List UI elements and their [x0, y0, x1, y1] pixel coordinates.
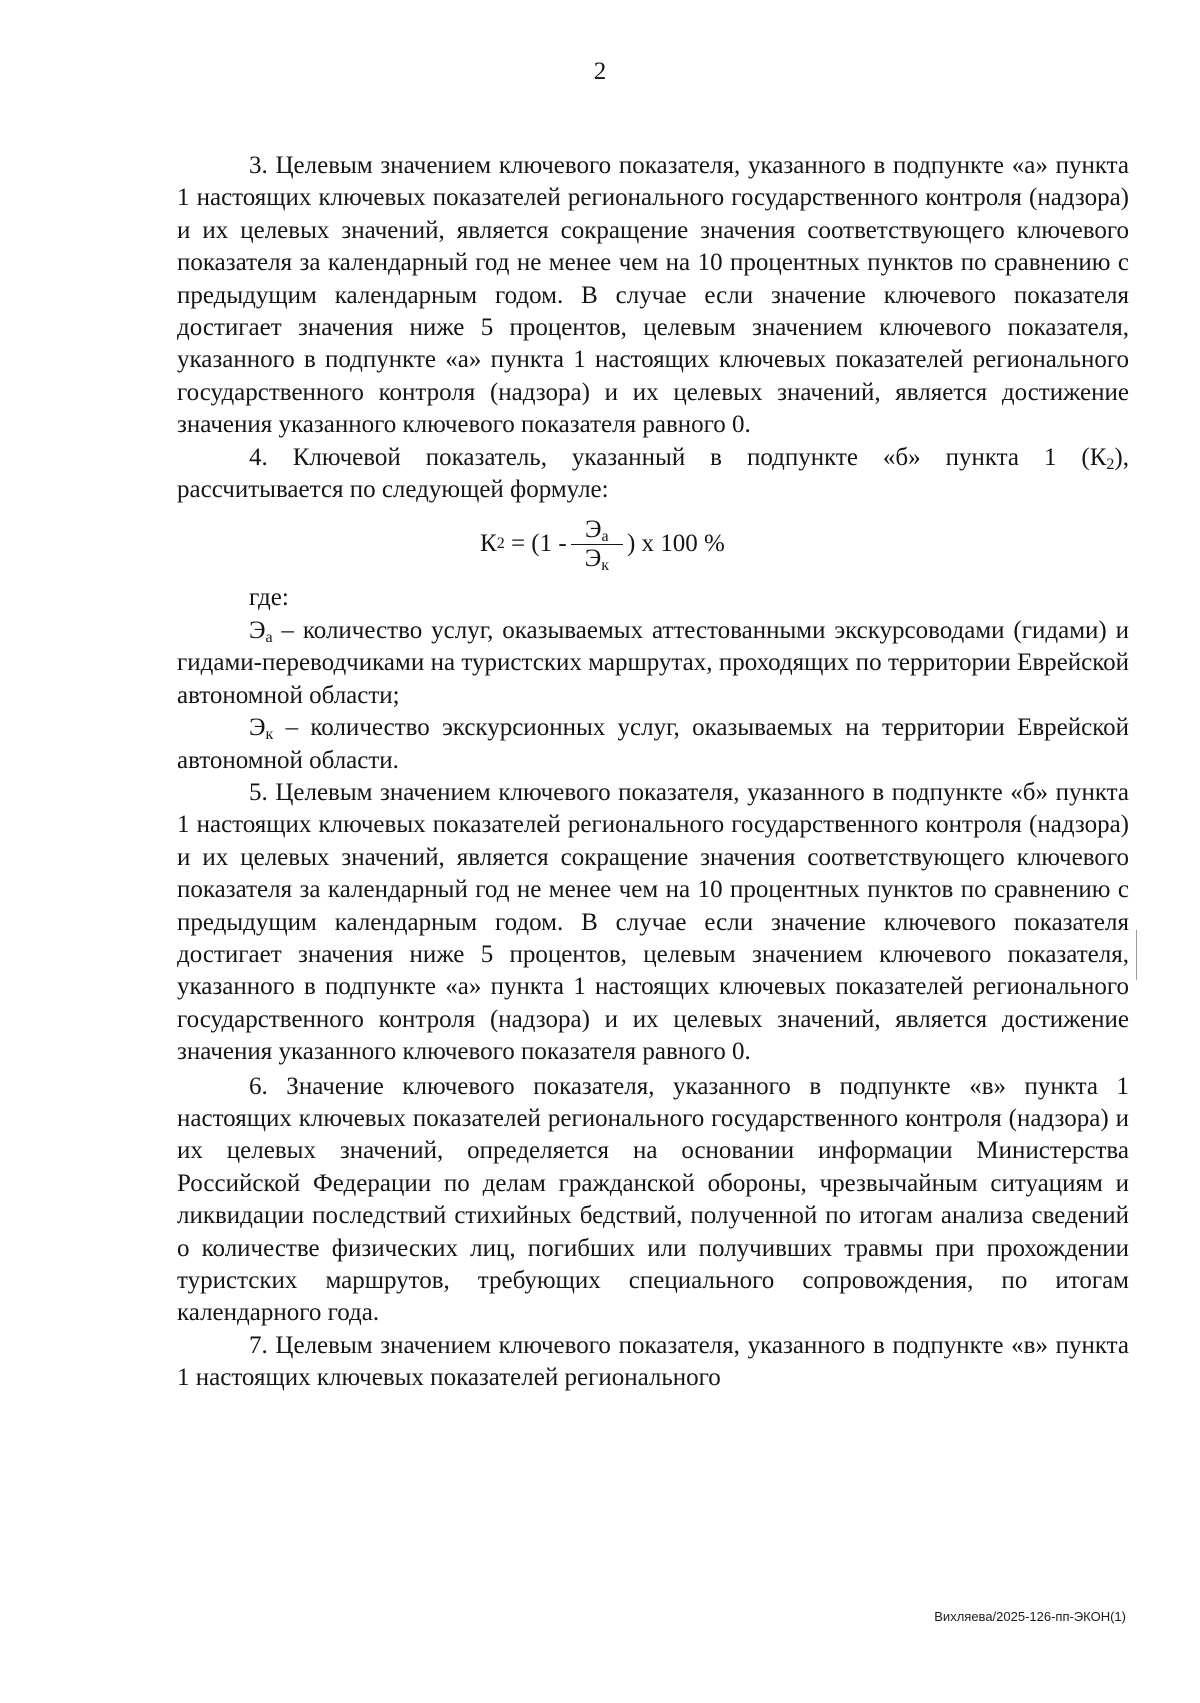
- formula-fraction: [571, 516, 623, 573]
- ek-symbol: Э: [249, 714, 266, 742]
- page-number: 2: [593, 58, 607, 85]
- where-label: где:: [249, 584, 289, 612]
- paragraph-5: 5. Целевым значением ключевого показателя, указанного в подпункте «б» пункта 1 настоящих ключевых показателей регионального государственного контроля (надзора) и их целевых значений, является сокращение значения соответствующего ключевого показателя за календарный год не менее чем на 10 процентных пунктов по сравнению с предыдущим календарным годом. В случае если значение ключевого показателя достигает значения ниже 5 процентов, целевым значением ключевого показателя, указанного в подпункте «а» пункта 1 настоящих ключевых показателей регионального государственного контроля (надзора) и их целевых значений, является достижение значения указанного ключевого показателя равного 0.: [177, 778, 1129, 1066]
- document-footer-code: Вихляева/2025-126-пп-ЭКОН(1): [934, 1609, 1126, 1624]
- paragraph-7: 7. Целевым значением ключевого показателя, указанного в подпункте «в» пункта 1 настоящих ключевых показателей регионального: [177, 1331, 1129, 1392]
- denominator-symbol: Э: [584, 544, 602, 572]
- formula-numerator: [571, 516, 623, 545]
- ea-symbol: Э: [249, 616, 266, 644]
- ea-subscript: а: [265, 628, 273, 646]
- formula-close: ) х 100 %: [626, 530, 725, 558]
- formula-open: = (1 -: [504, 530, 567, 558]
- paragraph-4-tail: ), рассчитывается по следующей формуле:: [177, 443, 1129, 504]
- definition-ek: [177, 712, 1129, 777]
- formula: К 2 = (1 - $\frac{Э_а}{Э_к}$ ) х 100 %: [480, 515, 725, 574]
- paragraph-4-text: 4. Ключевой показатель, указанный в подпункте «б» пункта 1 (К: [249, 443, 1107, 471]
- denominator-subscript: к: [601, 556, 609, 574]
- ea-text: – количество услуг, оказываемых аттестованными экскурсоводами (гидами) и гидами-переводчиками на туристских маршрутах, проходящих по территории Еврейской автономной области;: [177, 616, 1129, 709]
- paragraph-3: 3. Целевым значением ключевого показателя, указанного в подпункте «а» пункта 1 настоящих ключевых показателей регионального государственного контроля (надзора) и их целевых значений, является сокращение значения соответствующего ключевого показателя за календарный год не менее чем на 10 процентных пунктов по сравнению с предыдущим календарным годом. В случае если значение ключевого показателя достигает значения ниже 5 процентов, целевым значением ключевого показателя, указанного в подпункте «а» пункта 1 настоящих ключевых показателей регионального государственного контроля (надзора) и их целевых значений, является достижение значения указанного ключевого показателя равного 0.: [177, 152, 1129, 439]
- formula-lhs: К: [480, 530, 497, 558]
- document-body: [177, 150, 1129, 1395]
- paragraph-4: [177, 442, 1129, 507]
- ek-text: – количество экскурсионных услуг, оказываемых на территории Еврейской автономной области.: [177, 714, 1129, 774]
- definition-ea: [177, 615, 1129, 712]
- scan-artifact-mark: [1136, 930, 1137, 980]
- formula-denominator: [571, 545, 623, 573]
- numerator-subscript: а: [601, 527, 609, 545]
- ek-subscript: к: [265, 726, 274, 744]
- paragraph-6: 6. Значение ключевого показателя, указанного в подпункте «в» пункта 1 настоящих ключевых показателей регионального государственного контроля (надзора) и их целевых значений, определяется на основании информации Министерства Российской Федерации по делам гражданской обороны, чрезвычайным ситуациям и ликвидации последствий стихийных бедствий, полученной по итогам анализа сведений о количестве физических лиц, погибших или получивших травмы при прохождении туристских маршрутов, требующих специального сопровождения, по итогам календарного года.: [177, 1072, 1129, 1327]
- paragraph-4-subscript: 2: [1106, 455, 1115, 473]
- numerator-symbol: Э: [585, 515, 602, 543]
